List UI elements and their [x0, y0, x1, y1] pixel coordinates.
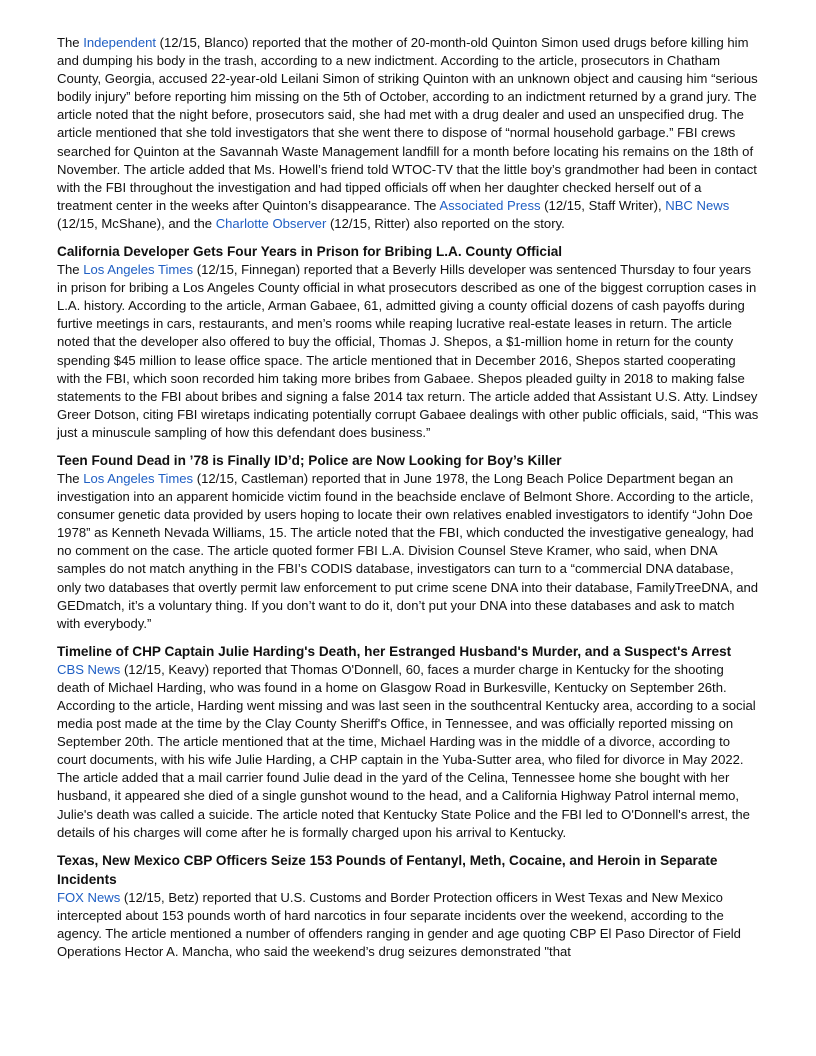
body-text: (12/15, Finnegan) reported that a Beverly Hills developer was sentenced Thursday to four years in prison for bribing a Los Angeles County official in what prosecutors described as one of the biggest corruption cases in L.A. history. According to the article, Arman Gabaee, 61, admitted giving a county official dozens of cash payoffs during furtive meetings in cars, restaurants, and men’s rooms while reaping lucrative real-estate leases in return. The article noted that the developer also offered to buy the official, Thomas J. Shepos, a $1-million home in return for the county spending $45 million to lease office space. The article mentioned that in December 2016, Shepos started cooperating with the FBI, which soon recorded him taking more bribes from Gabaee. Shepos pleaded guilty in 2018 to making false statements to the FBI about bribes and signing a false 2014 tax return. The article added that Assistant U.S. Atty. Lindsey Greer Dotson, citing FBI wiretaps indicating potentially corrupt Gabaee dealings with other public officials, said, “This was just a minuscule sampling of how this defendant does business.”: [57, 262, 759, 440]
article-headline: Timeline of CHP Captain Julie Harding's Death, her Estranged Husband's Murder, and a Suspect's Arrest: [57, 643, 732, 659]
body-text: (12/15, Staff Writer),: [540, 197, 666, 213]
source-link-fox-news[interactable]: FOX News: [57, 889, 121, 905]
article-headline: California Developer Gets Four Years in Prison for Bribing L.A. County Official: [57, 244, 563, 260]
article-body: [57, 261, 760, 442]
source-link-nbc-news[interactable]: NBC News: [665, 197, 730, 213]
body-text: (12/15, Blanco) reported that the mother of 20-month-old Quinton Simon used drugs before killing him and dumping his body in the trash, according to a new indictment. According to the article, prosecutors in Chatham County, Georgia, accused 22-year-old Leilani Simon of striking Quinton with an unknown object and causing him “serious bodily injury” before reporting him missing on the 5th of October, according to an indictment returned by a grand jury. The article noted that the night before, prosecutors said, she had met with a drug dealer and used an unspecified drug. The article mentioned that she told investigators that she went there to dispose of “normal household garbage.” FBI crews searched for Quinton at the Savannah Waste Management landfill for a month before locating his remains on the 18th of November. The article added that Ms. Howell’s friend told WTOC-TV that the little boy’s grandmother had been in contact with the FBI throughout the investigation and had tipped officials off when her daughter checked herself out of a treatment center in the weeks after Quinton’s disappearance. The: [57, 35, 758, 213]
article-body: [57, 34, 760, 233]
body-text: The: [57, 470, 84, 486]
body-text: The: [57, 35, 84, 50]
article-quinton-simon: [57, 34, 760, 233]
source-link-charlotte-observer[interactable]: Charlotte Observer: [215, 215, 327, 231]
article-headline: Teen Found Dead in ’78 is Finally ID’d; Police are Now Looking for Boy’s Killer: [57, 452, 562, 468]
article-body: [57, 661, 760, 842]
body-text: The: [57, 262, 84, 278]
article-body: [57, 889, 760, 961]
body-text: (12/15, Keavy) reported that Thomas O'Donnell, 60, faces a murder charge in Kentucky for the shooting death of Michael Harding, who was found in a home on Glasgow Road in Burkesville, Kentucky on September 26th. According to the article, Harding went missing and was last seen in the southcentral Kentucky area, according to a social media post made at the time by the Clay County Sheriff's Office, in Tennessee, and was officially reported missing on September 20th. The article mentioned that at the time, Michael Harding was in the middle of a divorce, according to court documents, with his wife Julie Harding, a CHP captain in the Yuba-Sutter area, who filed for divorce in May 2022. The article added that a mail carrier found Julie dead in the yard of the Celina, Tennessee home she bought with her husband, it appeared she died of a single gunshot wound to the head, and a California Highway Patrol internal memo, Julie's death was called a suicide. The article noted that Kentucky State Police and the FBI led to O'Donnell's arrest, the details of his charges will come after he is formally charged upon his arrival to Kentucky.: [57, 661, 756, 840]
body-text: (12/15, Castleman) reported that in June 1978, the Long Beach Police Department began an investigation into an apparent homicide victim found in the beachside enclave of Belmont Shore. According to the article, consumer genetic data provided by users hoping to locate their own relatives enabled investigators to identify “John Doe 1978” as Kenneth Nevada Williams, 15. The article noted that the FBI, which conducted the investigative genealogy, had no comment on the case. The article quoted former FBI L.A. Division Counsel Steve Kramer, who said, when DNA samples do not match anything in the FBI’s CODIS database, investigators can turn to a “commercial DNA database, only two databases that overtly permit law enforcement to put crime scene DNA into their database, FamilyTreeDNA, and GEDmatch, it’s a voluntary thing. If you don’t want to do it, don’t put your DNA into these databases and ask to match with everybody.”: [57, 470, 759, 631]
article-john-doe-1978: [57, 451, 760, 633]
body-text: (12/15, Betz) reported that U.S. Customs and Border Protection officers in West Texas and New Mexico intercepted about 153 pounds worth of hard narcotics in four separate incidents over the weekend, according to the agency. The article mentioned a number of offenders ranging in gender and age quoting CBP El Paso Director of Field Operations Hector A. Mancha, who said the weekend’s drug seizures demonstrated "that: [57, 889, 741, 960]
source-link-los-angeles-times[interactable]: Los Angeles Times: [83, 470, 194, 486]
body-text: (12/15, Ritter) also reported on the story.: [326, 215, 565, 231]
source-link-associated-press[interactable]: Associated Press: [439, 197, 541, 213]
source-link-cbs-news[interactable]: CBS News: [57, 661, 121, 677]
article-body: [57, 470, 760, 633]
source-link-independent[interactable]: Independent: [83, 35, 157, 50]
article-chp-harding: [57, 642, 760, 842]
article-headline: Texas, New Mexico CBP Officers Seize 153 Pounds of Fentanyl, Meth, Cocaine, and Heroin in Separate Incidents: [57, 852, 718, 887]
source-link-los-angeles-times[interactable]: Los Angeles Times: [83, 262, 194, 278]
article-gabaee-bribery: [57, 242, 760, 442]
article-cbp-seizure: [57, 851, 760, 961]
body-text: (12/15, McShane), and the: [57, 215, 216, 231]
